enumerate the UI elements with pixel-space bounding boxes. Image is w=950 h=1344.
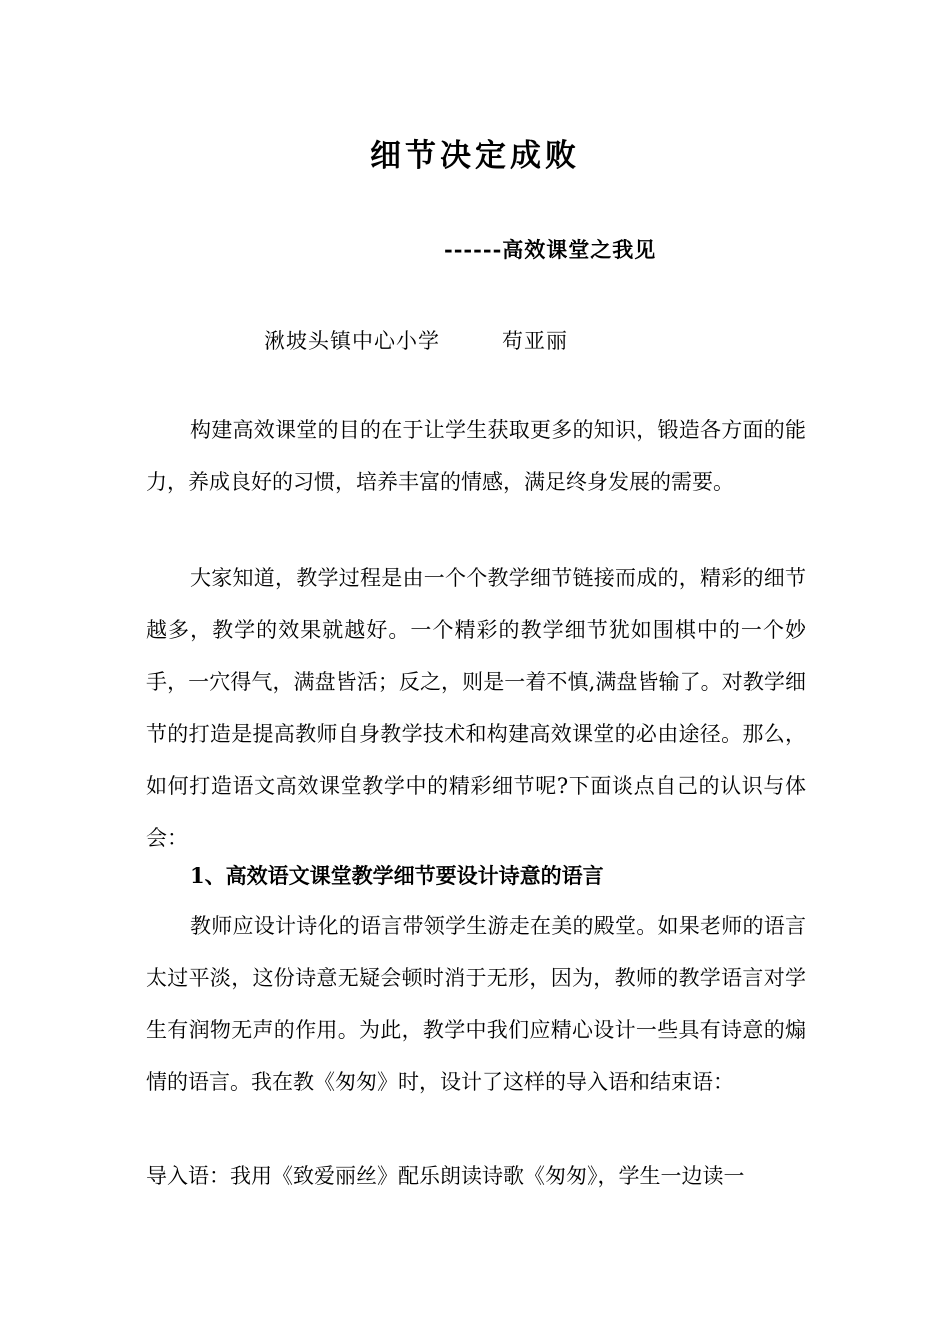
paragraph-poetic-language: 教师应设计诗化的语言带领学生游走在美的殿堂。如果老师的语言太过平淡，这份诗意无疑会顿时消于无形，因为，教师的教学语言对学生有润物无声的作用。为此，教学中我们应精心设计一些具有诗意的煽情的语言。我在教《匆匆》时，设计了这样的导入语和结束语： — [146, 914, 806, 1094]
document-subtitle: ------高效课堂之我见 — [444, 237, 657, 262]
section-heading: 1、高效语文课堂教学细节要设计诗意的语言 — [190, 863, 604, 888]
author-name: 苟亚丽 — [502, 329, 568, 353]
school-name: 湫坡头镇中心小学 — [264, 329, 440, 353]
paragraph-details: 大家知道，教学过程是由一个个教学细节链接而成的，精彩的细节越多，教学的效果就越好。一个精彩的教学细节犹如围棋中的一个妙手，一穴得气，满盘皆活；反之，则是一着不慎,满盘皆输了。对教学细节的打造是提高教师自身教学技术和构建高效课堂的必由途径。那么，如何打造语文高效课堂教学中的精彩细节呢?下面谈点自己的认识与体会： — [146, 566, 806, 850]
author-line — [264, 325, 568, 355]
paragraph-intro: 构建高效课堂的目的在于让学生获取更多的知识，锻造各方面的能力，养成良好的习惯，培养丰富的情感，满足终身发展的需要。 — [146, 418, 806, 494]
paragraph-lead-in: 导入语：我用《致爱丽丝》配乐朗读诗歌《匆匆》，学生一边读一 — [146, 1164, 745, 1188]
document-title: 细节决定成败 — [370, 138, 580, 174]
